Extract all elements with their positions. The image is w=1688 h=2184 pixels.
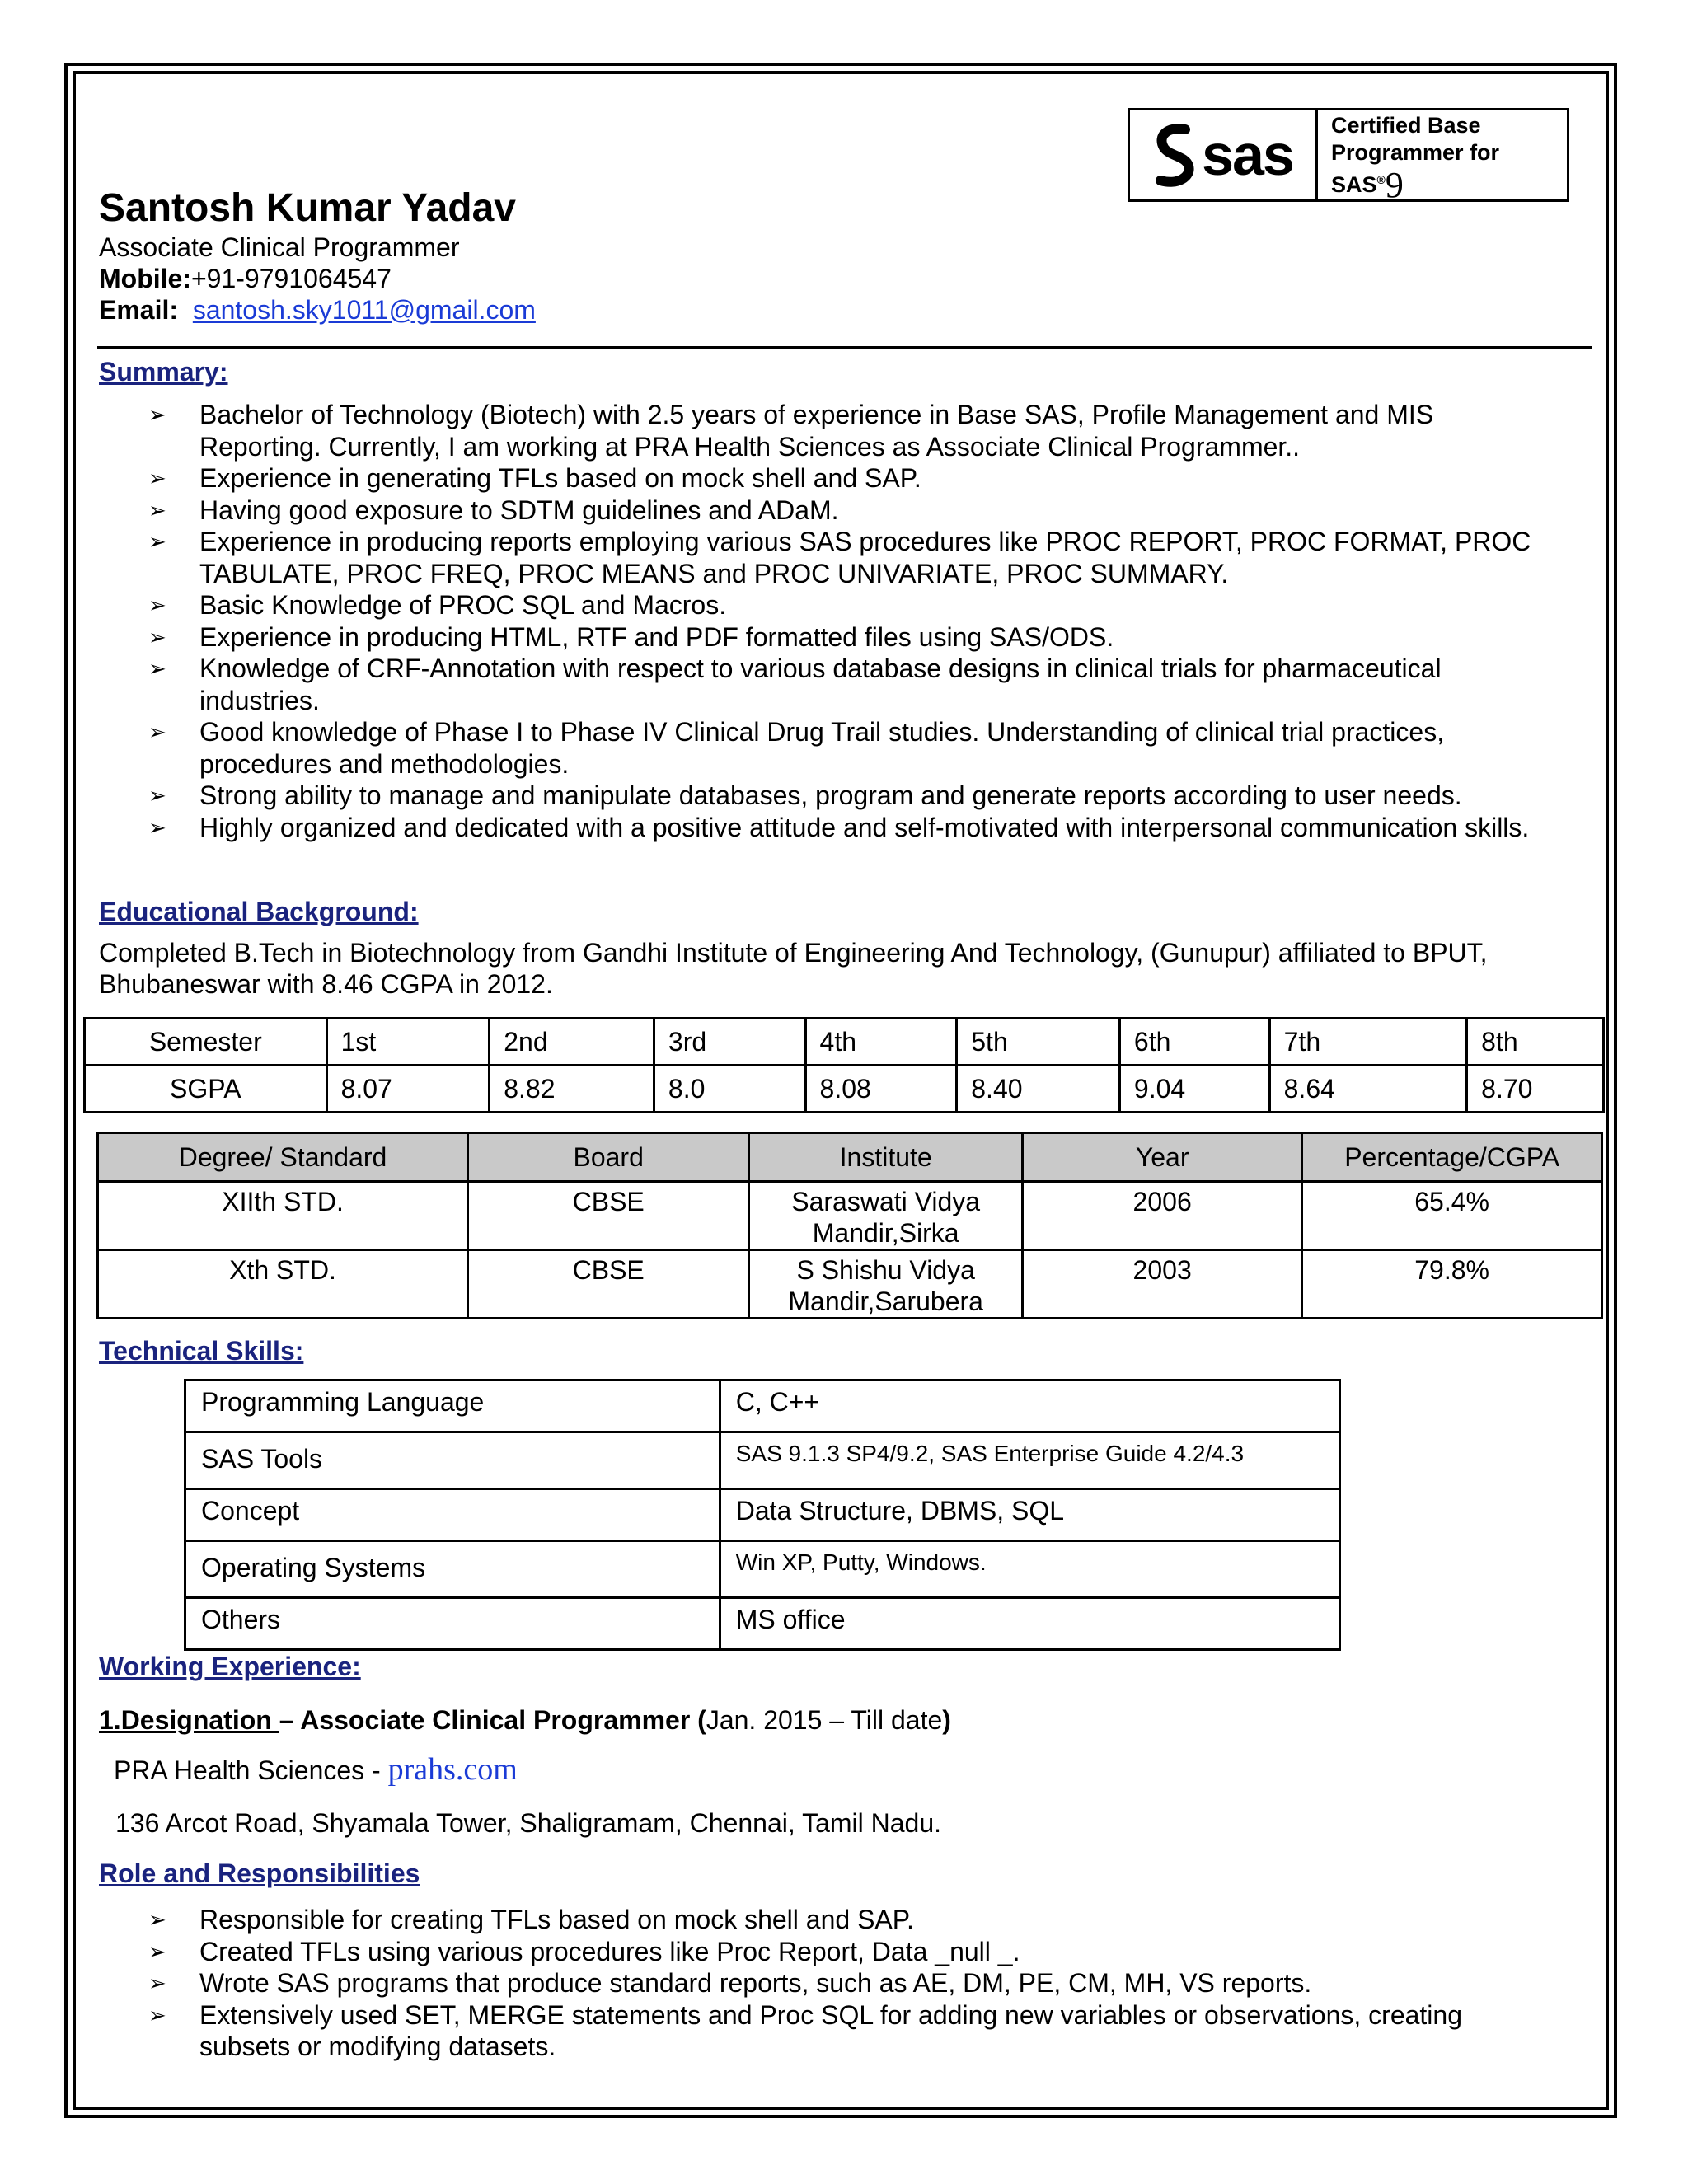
table-cell: 8.70 [1467,1066,1604,1113]
list-item: ➢ Experience in producing HTML, RTF and PDF formatted files using SAS/ODS. [148,621,1114,652]
list-item: ➢ Extensively used SET, MERGE statements and Proc SQL for adding new variables or observations, creating subsets or modifying datasets. [148,1999,1462,2061]
arrow-bullet-icon: ➢ [148,783,166,808]
table-cell: 5th [957,1019,1120,1066]
arrow-bullet-icon: ➢ [148,624,166,649]
table-cell: Operating Systems [185,1541,720,1598]
sas-swirl-icon [1152,123,1198,187]
education-heading: Educational Background: [99,897,419,926]
table-cell: Win XP, Putty, Windows. [720,1541,1339,1598]
table-cell: SAS Tools [185,1432,720,1489]
table-row [185,1432,1340,1489]
table-cell: 8.82 [490,1066,654,1113]
table-cell: 8.40 [957,1066,1120,1113]
list-item: ➢ Experience in generating TFLs based on mock shell and SAP. [148,463,921,493]
mobile-line [99,263,392,294]
table-header-cell: Institute [749,1133,1023,1182]
table-row [185,1380,1340,1432]
table-cell: 9.04 [1119,1066,1269,1113]
table-row [185,1489,1340,1541]
arrow-bullet-icon: ➢ [148,2002,166,2027]
education-text: Completed B.Tech in Biotechnology from Gandhi Institute of Engineering And Technology, (Gunupur) affiliated to BPUT, Bhubaneswar with 8.46 CGPA in 2012. [99,938,1488,999]
table-cell: 1st [326,1019,490,1066]
arrow-bullet-icon: ➢ [148,656,166,681]
table-cell: 79.8% [1302,1250,1602,1319]
cert-version: 9 [1385,164,1404,205]
table-cell: Xth STD. [98,1250,468,1319]
skills-heading: Technical Skills: [99,1336,304,1366]
table-header-row [98,1133,1602,1182]
list-item: ➢ Experience in producing reports employing various SAS procedures like PROC REPORT, PROC FORMAT, PROC TABULATE, PROC FREQ, PROC MEANS and PROC UNIVARIATE, PROC SUMMARY. [148,527,1531,588]
table-row [185,1541,1340,1598]
company-name: PRA Health Sciences - [114,1755,388,1785]
roles-heading: Role and Responsibilities [99,1858,420,1888]
table-row [85,1019,1604,1066]
table-row [185,1598,1340,1650]
arrow-bullet-icon: ➢ [148,1971,166,1995]
table-header-cell: Degree/ Standard [98,1133,468,1182]
arrow-bullet-icon: ➢ [148,1938,166,1964]
table-cell: 8.64 [1269,1066,1467,1113]
degree-table [96,1132,1603,1319]
list-item: ➢ Created TFLs using various procedures like Proc Report, Data _null _. [148,1936,1020,1966]
mobile-number: +91-9791064547 [190,264,392,293]
mobile-label: Mobile: [99,264,191,293]
table-cell: S Shishu Vidya Mandir,Sarubera [749,1250,1023,1319]
table-cell: 7th [1269,1019,1467,1066]
arrow-bullet-icon: ➢ [148,529,166,554]
table-cell: XIIth STD. [98,1182,468,1250]
table-header-cell: Board [468,1133,749,1182]
candidate-name: Santosh Kumar Yadav [99,186,516,230]
skills-table [184,1379,1341,1651]
table-cell: Concept [185,1489,720,1541]
cert-line-1: Certified Base [1331,112,1481,138]
designation-period: Jan. 2015 – Till date [706,1705,943,1735]
table-cell: 8.0 [654,1066,805,1113]
table-cell: 2003 [1023,1250,1302,1319]
table-cell: 2nd [490,1019,654,1066]
arrow-bullet-icon: ➢ [148,466,166,490]
table-header-cell: Year [1023,1133,1302,1182]
list-item: ➢ Basic Knowledge of PROC SQL and Macros. [148,590,727,620]
table-row [98,1250,1602,1319]
list-item: ➢ Having good exposure to SDTM guidelines and ADaM. [148,494,839,525]
company-line [114,1754,518,1786]
arrow-bullet-icon: ➢ [148,402,166,427]
sas-certification-logo [1128,108,1569,205]
table-cell: 8.07 [326,1066,490,1113]
company-address: 136 Arcot Road, Shyamala Tower, Shaligramam, Chennai, Tamil Nadu. [115,1808,942,1838]
period-open: ( [690,1705,706,1735]
table-cell: 8.08 [805,1066,957,1113]
designation-role: Associate Clinical Programmer [300,1705,691,1735]
period-close: ) [942,1705,951,1735]
designation-dash: – [279,1705,301,1735]
table-cell: Others [185,1598,720,1650]
table-row [85,1066,1604,1113]
table-cell: Saraswati Vidya Mandir,Sirka [749,1182,1023,1250]
arrow-bullet-icon: ➢ [148,719,166,744]
designation-label: 1.Designation [99,1705,279,1735]
arrow-bullet-icon: ➢ [148,1907,166,1932]
table-cell: SGPA [85,1066,327,1113]
email-line [99,294,536,326]
table-cell: SAS 9.1.3 SP4/9.2, SAS Enterprise Guide 4.2/4.3 [720,1432,1339,1489]
list-item: ➢ Good knowledge of Phase I to Phase IV Clinical Drug Trail studies. Understanding of clinical trial practices, procedures and methodologies. [148,717,1445,779]
list-item: ➢ Bachelor of Technology (Biotech) with 2.5 years of experience in Base SAS, Profile Management and MIS Reporting. Currently, I am working at PRA Health Sciences as Associate Clinical Programmer.. [148,400,1434,462]
list-item: ➢ Responsible for creating TFLs based on mock shell and SAP. [148,1905,914,1934]
table-header-cell: Percentage/CGPA [1302,1133,1602,1182]
table-cell: 8th [1467,1019,1604,1066]
table-cell: 2006 [1023,1182,1302,1250]
table-row [98,1182,1602,1250]
table-cell: C, C++ [720,1380,1339,1432]
sas-brand-word: sas [1202,123,1293,187]
table-cell: 4th [805,1019,957,1066]
roles-list [145,1904,1546,2063]
semester-table [83,1017,1605,1113]
cert-line-2: Programmer for SAS®9 [1331,139,1500,205]
table-cell: 65.4% [1302,1182,1602,1250]
arrow-bullet-icon: ➢ [148,593,166,617]
sas-brand-mark [1130,110,1318,199]
email-link[interactable]: santosh.sky1011@gmail.com [192,295,536,325]
table-cell: MS office [720,1598,1339,1650]
list-item: ➢ Wrote SAS programs that produce standard reports, such as AE, DM, PE, CM, MH, VS reports. [148,1968,1312,1998]
table-cell: CBSE [468,1182,749,1250]
table-cell: Semester [85,1019,327,1066]
designation-line [99,1704,951,1736]
table-cell: CBSE [468,1250,749,1319]
email-label: Email: [99,295,179,325]
summary-list [145,399,1546,843]
company-website-link[interactable]: prahs.com [387,1752,518,1787]
candidate-title: Associate Clinical Programmer [99,232,460,262]
header-divider [97,346,1592,349]
certification-text [1318,110,1567,205]
table-cell: 3rd [654,1019,805,1066]
list-item: ➢ Highly organized and dedicated with a positive attitude and self-motivated with interpersonal communication skills. [148,812,1530,842]
list-item: ➢ Strong ability to manage and manipulate databases, program and generate reports according to user needs. [148,780,1462,810]
work-heading: Working Experience: [99,1652,361,1681]
list-item: ➢ Knowledge of CRF-Annotation with respect to various database designs in clinical trials for pharmaceutical industries. [148,654,1442,715]
arrow-bullet-icon: ➢ [148,497,166,523]
table-cell: Programming Language [185,1380,720,1432]
summary-heading: Summary: [99,357,228,387]
table-cell: 6th [1119,1019,1269,1066]
arrow-bullet-icon: ➢ [148,814,166,840]
table-cell: Data Structure, DBMS, SQL [720,1489,1339,1541]
